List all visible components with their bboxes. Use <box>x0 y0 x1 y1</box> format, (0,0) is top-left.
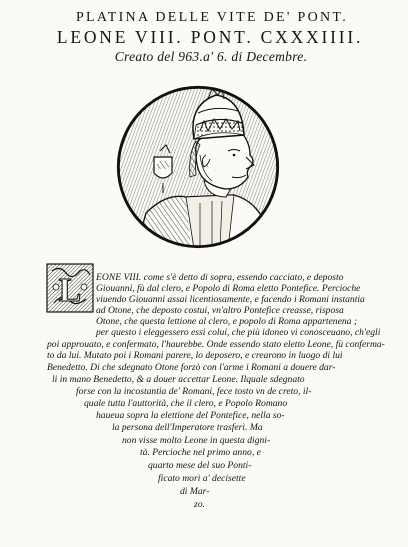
body-line: quarto mese del suo Ponti- <box>148 460 252 471</box>
body-line: li in mano Benedetto, & a douer accettar Leone. Ilquale sdegnato <box>52 374 305 385</box>
body-line: EONE VIII. come s'è detto di sopra, essendo cacciato, e deposto <box>96 272 344 283</box>
body-line: la persona dell'Imperatore trasferì. Ma <box>112 422 263 433</box>
body-line: forse con la incostantia de' Romani, fece tosto vn de creto, il- <box>76 386 312 397</box>
body-line: non visse molto Leone in questa digni- <box>122 435 271 446</box>
body-line: Otone, che questa lettione al clero, e popolo di Roma appartenena ; <box>96 316 358 327</box>
body-line: ficato morì a' decisette <box>158 473 246 484</box>
body-line: quale tutta l'auttorità, che il clero, e Popolo Romano <box>84 398 288 409</box>
body-line: tà. Percioche nel primo anno, e <box>140 447 261 458</box>
body-line: Giouanni, fù dal clero, e Popolo di Roma eletto Pontefice. Percioche <box>96 283 361 294</box>
body-line: haueua sopra la elettione del Pontefice, nella so- <box>96 410 285 421</box>
running-header: PLATINA DELLE VITE DE' PONT. <box>75 10 349 25</box>
initial-letter: L <box>58 272 82 309</box>
chapter-subtitle: Creato del 963.a' 6. di Decembre. <box>114 49 308 64</box>
body-line: di Mar- <box>180 486 210 497</box>
body-line: to da lui. Mutato poi i Romani parere, lo deposero, e crearono in luogo di lui <box>47 350 343 361</box>
body-line: Benedetto. Di che sdegnato Otone forzò con l'arme i Romani a douere dar- <box>47 362 336 373</box>
body-line: per questo i eleggessero essi colui, che più idoneo vi conosceuano, ch'egli <box>96 327 381 338</box>
chapter-title: LEONE VIII. PONT. CXXXIIII. <box>56 27 364 47</box>
body-line: ad Otone, che deposto costui, vn'altro Pontefice creasse, risposa <box>96 305 344 316</box>
body-line: viuendo Giouanni assai licentiosamente, e facendo i Romani instantia <box>96 294 365 305</box>
body-line: zo. <box>194 499 205 510</box>
body-line: poi approuato, e confermato, l'haurebbe. Onde essendo stato eletto Leone, fù conferma- <box>47 339 385 350</box>
